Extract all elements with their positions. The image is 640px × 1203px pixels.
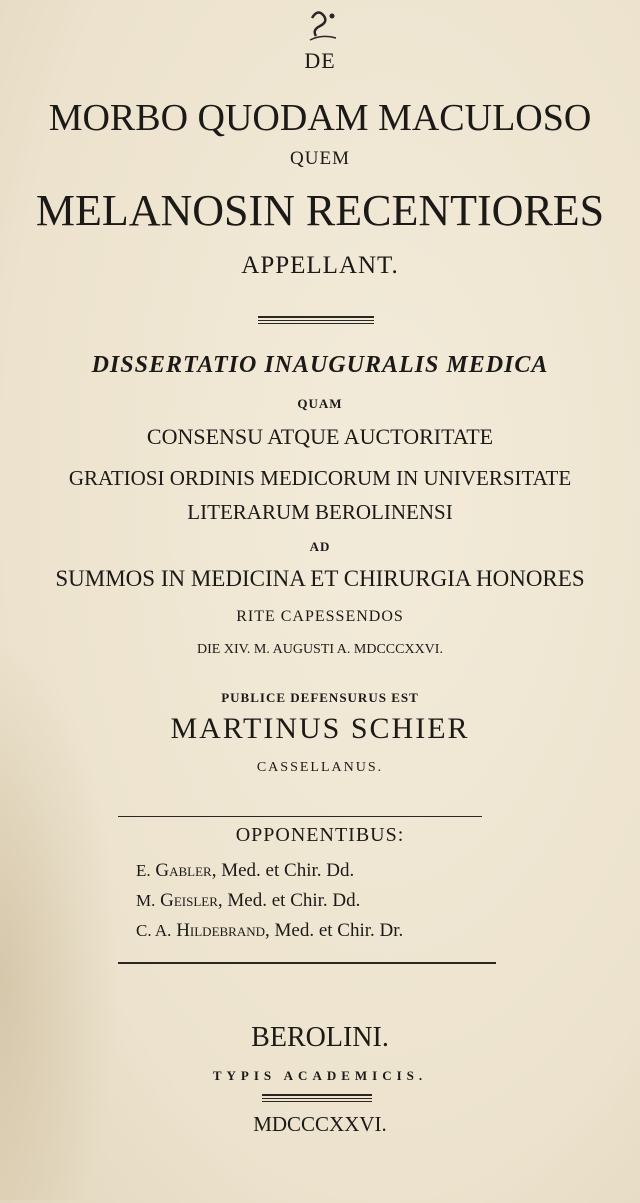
defense-date: DIE XIV. M. AUGUSTI A. MDCCCXXVI. <box>197 642 443 657</box>
text-ad: AD <box>309 539 331 554</box>
double-rule-bottom <box>262 1094 372 1104</box>
library-stamp-mark <box>302 4 342 44</box>
text-gratiosi: GRATIOSI ORDINIS MEDICORUM IN UNIVERSITATE <box>68 466 572 490</box>
dissertation-heading: DISSERTATIO INAUGURALIS MEDICA <box>91 352 549 378</box>
opponent-title: Med. et Chir. Dd. <box>221 860 355 881</box>
text-quam: QUAM <box>297 396 343 411</box>
title-appellant: APPELLANT. <box>241 252 399 279</box>
opponent-row <box>136 920 403 942</box>
title-line-2: MELANOSIN RECENTIORES <box>35 186 605 235</box>
year-of-print: MDCCCXXVI. <box>253 1112 387 1136</box>
opponent-initial: C. A. <box>136 921 172 940</box>
opponent-title: Med. et Chir. Dd. <box>227 890 361 911</box>
opponent-initial: M. <box>136 891 156 910</box>
rule-above-opponents <box>118 816 482 817</box>
opponent-initial: E. <box>136 861 151 880</box>
rule-below-opponents <box>118 962 496 964</box>
title-de: DE <box>304 48 336 73</box>
text-rite: RITE CAPESSENDOS <box>236 608 404 625</box>
text-summos: SUMMOS IN MEDICINA ET CHIRURGIA HONORES <box>55 566 585 591</box>
opponent-name: Gabler, <box>155 860 217 881</box>
opponent-row <box>136 860 354 882</box>
opponent-name: Geisler, <box>160 890 223 911</box>
opponent-title: Med. et Chir. Dr. <box>274 920 404 941</box>
text-publice: PUBLICE DEFENSURUS EST <box>221 690 419 705</box>
title-line-1: MORBO QUODAM MACULOSO <box>48 97 592 139</box>
title-quem: QUEM <box>290 148 350 169</box>
double-rule <box>258 316 374 326</box>
opponents-heading: OPPONENTIBUS: <box>235 824 405 846</box>
text-literarum: LITERARUM BEROLINENSI <box>187 500 453 524</box>
text-consensu: CONSENSU ATQUE AUCTORITATE <box>146 424 494 449</box>
opponent-name: Hildebrand, <box>176 920 270 941</box>
author-name: MARTINUS SCHIER <box>170 712 470 745</box>
place-of-print: BEROLINI. <box>251 1022 389 1053</box>
printer: TYPIS ACADEMICIS. <box>212 1068 428 1083</box>
author-origin: CASSELLANUS. <box>256 760 384 775</box>
opponent-row <box>136 890 360 912</box>
